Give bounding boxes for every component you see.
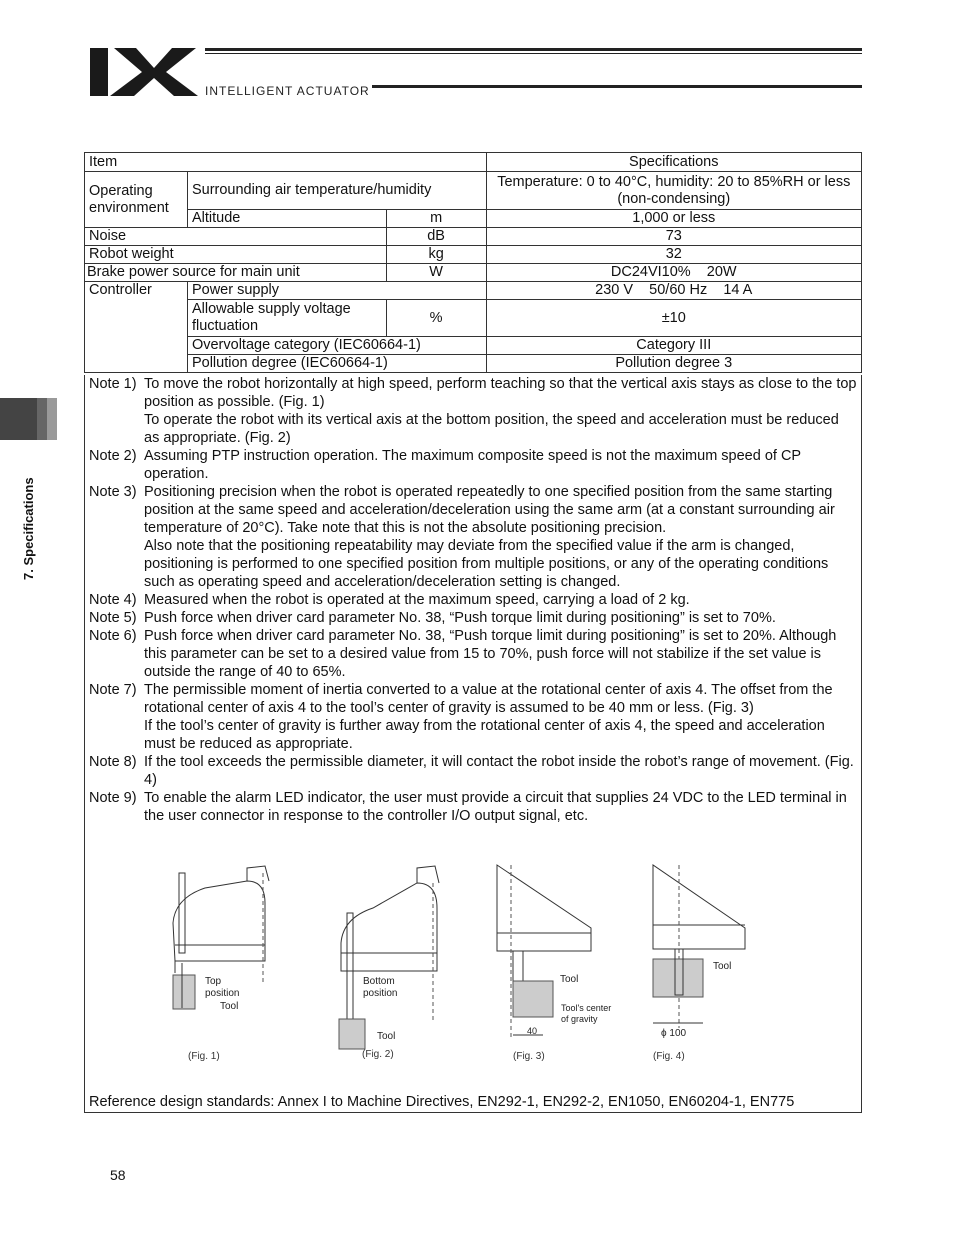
fig3-dim: 40 [527,1026,538,1036]
row-surrounding: Surrounding air temperature/humidity [187,172,486,210]
fig4-label-tool: Tool [713,961,732,972]
note-paragraph: If the tool’s center of gravity is further away from the rotational center of axis 4, the speed and acceleration must be reduced as appropriate. [144,718,825,752]
col-header-item: Item [85,153,487,172]
note-paragraph: If the tool exceeds the permissible diameter, it will contact the robot inside the robot’s range of movement. (Fig. 4) [144,754,854,788]
note-paragraph: Assuming PTP instruction operation. The maximum composite speed is not the maximum speed of CP operation. [144,448,801,482]
unit-brake: W [386,264,486,282]
row-fluctuation: Allowable supply voltage fluctuation [187,300,386,337]
note-text [144,753,861,789]
fig3-label-cog1: Tool's center [561,1003,612,1013]
row-power: Power supply [187,282,486,300]
row-weight: Robot weight [85,246,387,264]
fig2-label-position: position [363,988,398,999]
header-rule-low [372,85,862,88]
note-item [85,447,861,483]
note-item [85,789,861,825]
value-power: 230 V 50/60 Hz 14 A [486,282,861,300]
chapter-label: 7. Specifications [21,477,36,580]
note-text [144,375,861,447]
note-paragraph: To move the robot horizontally at high speed, perform teaching so that the vertical axis stays as close to the top position as possible. (Fig. 1) [144,376,857,410]
note-label: Note 4) [89,592,137,608]
note-paragraph: To enable the alarm LED indicator, the user must provide a circuit that supplies 24 VDC to the LED terminal in the user connector in response to the controller I/O output signal, etc. [144,790,847,824]
note-label: Note 6) [89,628,137,644]
reference-standards: Reference design standards: Annex I to Machine Directives, EN292-1, EN292-2, EN1050, EN60204-1, EN775 [89,1094,795,1110]
note-paragraph: To operate the robot with its vertical axis at the bottom position, the speed and acceleration must be reduced as appropriate. (Fig. 2) [144,412,839,446]
fig1-caption: (Fig. 1) [188,1051,220,1062]
unit-weight: kg [386,246,486,264]
note-paragraph: Positioning precision when the robot is operated repeatedly to one specified position from the same starting position at the same speed and acceleration/deceleration using the same arm (at a constant surrounding air temperature of 20°C). Take note that this is not the absolute positioning precision. [144,484,835,536]
note-paragraph: Push force when driver card parameter No. 38, “Push torque limit during positioning” is set to 70%. [144,610,776,626]
fig2-robot-bottom-position [337,863,457,1053]
note-label: Note 2) [89,448,137,464]
note-text [144,627,861,681]
brand-tagline: INTELLIGENT ACTUATOR [205,84,370,98]
fig3-label-tool: Tool [560,974,579,985]
fig3-caption: (Fig. 3) [513,1051,545,1062]
fig1-label-tool: Tool [220,1001,239,1012]
fig4-dim: ϕ 100 [661,1028,687,1039]
unit-noise: dB [386,228,486,246]
row-altitude: Altitude [187,210,386,228]
header-rule-mid [205,53,862,54]
fig4-tool-diameter [649,863,769,1048]
note-label: Note 8) [89,754,137,770]
note-label: Note 9) [89,790,137,806]
fig3-label-cog2: of gravity [561,1014,598,1024]
unit-altitude: m [386,210,486,228]
value-noise: 73 [486,228,861,246]
col-header-spec: Specifications [486,153,861,172]
note-paragraph: Also note that the positioning repeatability may deviate from the specified value if the arm is changed, positioning is performed to one specified position from multiple positions, or any of the operating conditions such as operating speed and acceleration/deceleration setting is changed. [144,538,829,590]
row-overvoltage: Overvoltage category (IEC60664-1) [187,337,486,355]
spec-table [84,152,862,373]
note-paragraph: The permissible moment of inertia converted to a value at the rotational center of axis 4. The offset from the rotational center of axis 4 to the tool’s center of gravity is assumed to be 40 mm or less. (Fig. 3) [144,682,833,716]
row-pollution: Pollution degree (IEC60664-1) [187,355,486,373]
note-paragraph: Push force when driver card parameter No. 38, “Push torque limit during positioning” is set to 20%. Although this parameter can be set to a desired value from 15 to 70%, push force will not stabilize if the set value is outside the range of 40 to 65%. [144,628,837,680]
note-item [85,609,861,627]
iai-logo [88,46,200,98]
note-text [144,609,861,627]
note-item [85,483,861,591]
note-text [144,447,861,483]
row-controller: Controller [85,282,188,373]
page-number: 58 [110,1167,126,1183]
note-label: Note 5) [89,610,137,626]
note-text [144,789,861,825]
notes-section [84,375,862,1113]
fig1-label-position: position [205,988,240,999]
row-brake: Brake power source for main unit [85,264,387,282]
note-item [85,681,861,753]
unit-fluctuation: % [386,300,486,337]
value-brake: DC24VI10% 20W [486,264,861,282]
value-overvoltage: Category III [486,337,861,355]
value-fluctuation: ±10 [486,300,861,337]
note-text [144,591,861,609]
note-item [85,375,861,447]
note-item [85,591,861,609]
value-weight: 32 [486,246,861,264]
row-noise: Noise [85,228,387,246]
note-item [85,627,861,681]
note-label: Note 3) [89,484,137,500]
notes-list [85,375,861,825]
header-rule-top [205,48,862,51]
value-pollution: Pollution degree 3 [486,355,861,373]
note-item [85,753,861,789]
fig4-caption: (Fig. 4) [653,1051,685,1062]
row-operating-env: Operating environment [85,172,188,228]
note-text [144,681,861,753]
fig2-label-tool: Tool [377,1031,396,1042]
value-altitude: 1,000 or less [486,210,861,228]
fig2-caption: (Fig. 2) [362,1049,394,1060]
note-label: Note 7) [89,682,137,698]
fig2-label-bottom: Bottom [363,976,395,987]
note-paragraph: Measured when the robot is operated at the maximum speed, carrying a load of 2 kg. [144,592,690,608]
note-label: Note 1) [89,376,137,392]
note-text [144,483,861,591]
value-surrounding: Temperature: 0 to 40°C, humidity: 20 to 85%RH or less (non-condensing) [486,172,861,210]
chapter-tab [0,398,57,440]
fig1-label-top: Top [205,976,222,987]
figures-area [85,863,861,1063]
